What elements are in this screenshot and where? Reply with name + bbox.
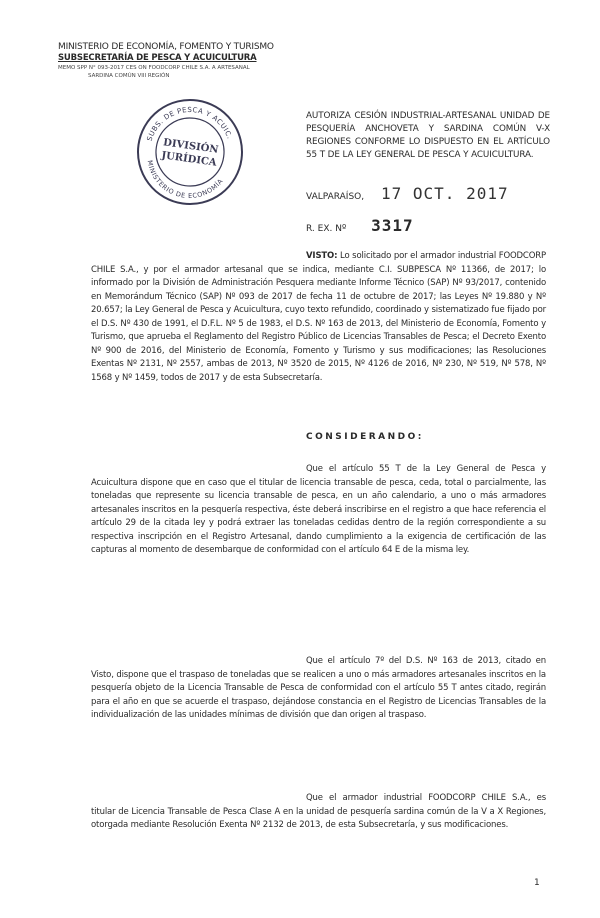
visto-paragraph bbox=[91, 250, 546, 385]
stamp-seal-icon bbox=[127, 89, 253, 215]
svg-text:SUBS. DE PESCA Y ACUIC.: SUBS. DE PESCA Y ACUIC. bbox=[145, 105, 234, 143]
letterhead bbox=[58, 42, 318, 80]
ministry-name: MINISTERIO DE ECONOMÍA, FOMENTO Y TURISMO bbox=[58, 42, 274, 52]
memo-reference: MEMO SPP N° 093-2017 CES ON FOODCORP CHILE S.A. A ARTESANAL bbox=[58, 65, 250, 71]
division-juridica-stamp bbox=[127, 89, 253, 215]
visto-label: VISTO: bbox=[306, 251, 338, 261]
stamp-line-1: DIVISIÓN bbox=[162, 137, 220, 156]
resolution-number: 3317 bbox=[371, 216, 414, 235]
considerando-heading: CONSIDERANDO: bbox=[306, 432, 424, 442]
visto-text: Lo solicitado por el armador industrial FOODCORP CHILE S.A., y por el armador artesanal que se indica, mediante C.I. SUBPESCA Nº 11366, de 2017; lo informado por la División de Administración Pesquera mediante Informe Técnico (SAP) Nº 93/2017, contenido en Memorándum Técnico (SAP) Nº 093 de 2017 de fecha 11 de octubre de 2017; las Leyes Nº 19.880 y Nº 20.657; la Ley General de Pesca y Acuicultura, cuyo texto refundido, coordinado y sistematizado fue fijado por el D.S. Nº 430 de 1991, el D.F.L. Nº 5 de 1983, el D.S. Nº 163 de 2013, del Ministerio de Economía, Fomento y Turismo, que aprueba el Reglamento del Registro Público de Licencias Transables de Pesca; el Decreto Exento Nº 900 de 2016, del Ministerio de Economía, Fomento y Turismo y sus modificaciones; las Resoluciones Exentas Nº 2131, Nº 2557, ambas de 2013, Nº 3520 de 2015, Nº 4126 de 2016, Nº 230, Nº 519, Nº 578, Nº 1568 y Nº 1459, todos de 2017 y de esta Subsecretaría. bbox=[91, 251, 546, 383]
city: VALPARAÍSO, bbox=[306, 192, 365, 202]
resolution-date: 17 OCT. 2017 bbox=[381, 184, 509, 203]
svg-text:MINISTERIO DE ECONOMÍA: MINISTERIO DE ECONOMÍA bbox=[145, 159, 225, 201]
considerando-paragraph-3: Que el armador industrial FOODCORP CHILE S.A., es titular de Licencia Transable de Pesca Clase A en la unidad de pesquería sardina común de la V a X Regiones, otorgada mediante Resolución Exenta Nº 2132 de 2013, de esta Subsecretaría, y sus modificaciones. bbox=[91, 793, 546, 830]
subsecretaria-name: SUBSECRETARÍA DE PESCA Y ACUICULTURA bbox=[58, 53, 257, 63]
considerando-paragraph-2: Que el artículo 7º del D.S. Nº 163 de 2013, citado en Visto, dispone que el traspaso de toneladas que se realicen a uno o más armadores artesanales inscritos en la pesquería objeto de la Licencia Transable de Pesca de conformidad con el artículo 55 T antes citado, regirán para el año en que se acuerde el traspaso, dejándose constancia en el Registro de Licencias Transables de la individualización de las unidades mínimas de división que dan origen al traspaso. bbox=[91, 656, 546, 720]
resolution-number-line bbox=[306, 216, 414, 235]
resolution-title: AUTORIZA CESIÓN INDUSTRIAL-ARTESANAL UNIDAD DE PESQUERÍA ANCHOVETA Y SARDINA COMÚN V-X REGIONES CONFORME LO DISPUESTO EN EL ARTÍCULO 55 T DE LA LEY GENERAL DE PESCA Y ACUICULTURA. bbox=[306, 111, 550, 160]
resolution-label: R. EX. Nº bbox=[306, 224, 347, 234]
considerando-paragraph-1: Que el artículo 55 T de la Ley General de Pesca y Acuicultura dispone que en caso que el titular de licencia transable de pesca, ceda, total o parcialmente, las toneladas que represente su licencia transable de pesca, en un año calendario, a uno o más armadores artesanales inscritos en la pesquería respectiva, éste deberá inscribirse en el registro a que hace referencia el artículo 29 de la citada ley y podrá extraer las toneladas cedidas dentro de la región correspondiente a su respectiva inscripción en el Registro Artesanal, dando cumplimiento a la exigencia de certificación de las capturas al momento de desembarque de conformidad con el artículo 64 E de la misma ley. bbox=[91, 464, 546, 555]
stamp-line-2: JURÍDICA bbox=[160, 150, 218, 169]
date-line bbox=[306, 184, 509, 203]
page-number: 1 bbox=[534, 878, 540, 888]
memo-reference-2: SARDINA COMÚN VIII REGIÓN bbox=[88, 73, 170, 79]
